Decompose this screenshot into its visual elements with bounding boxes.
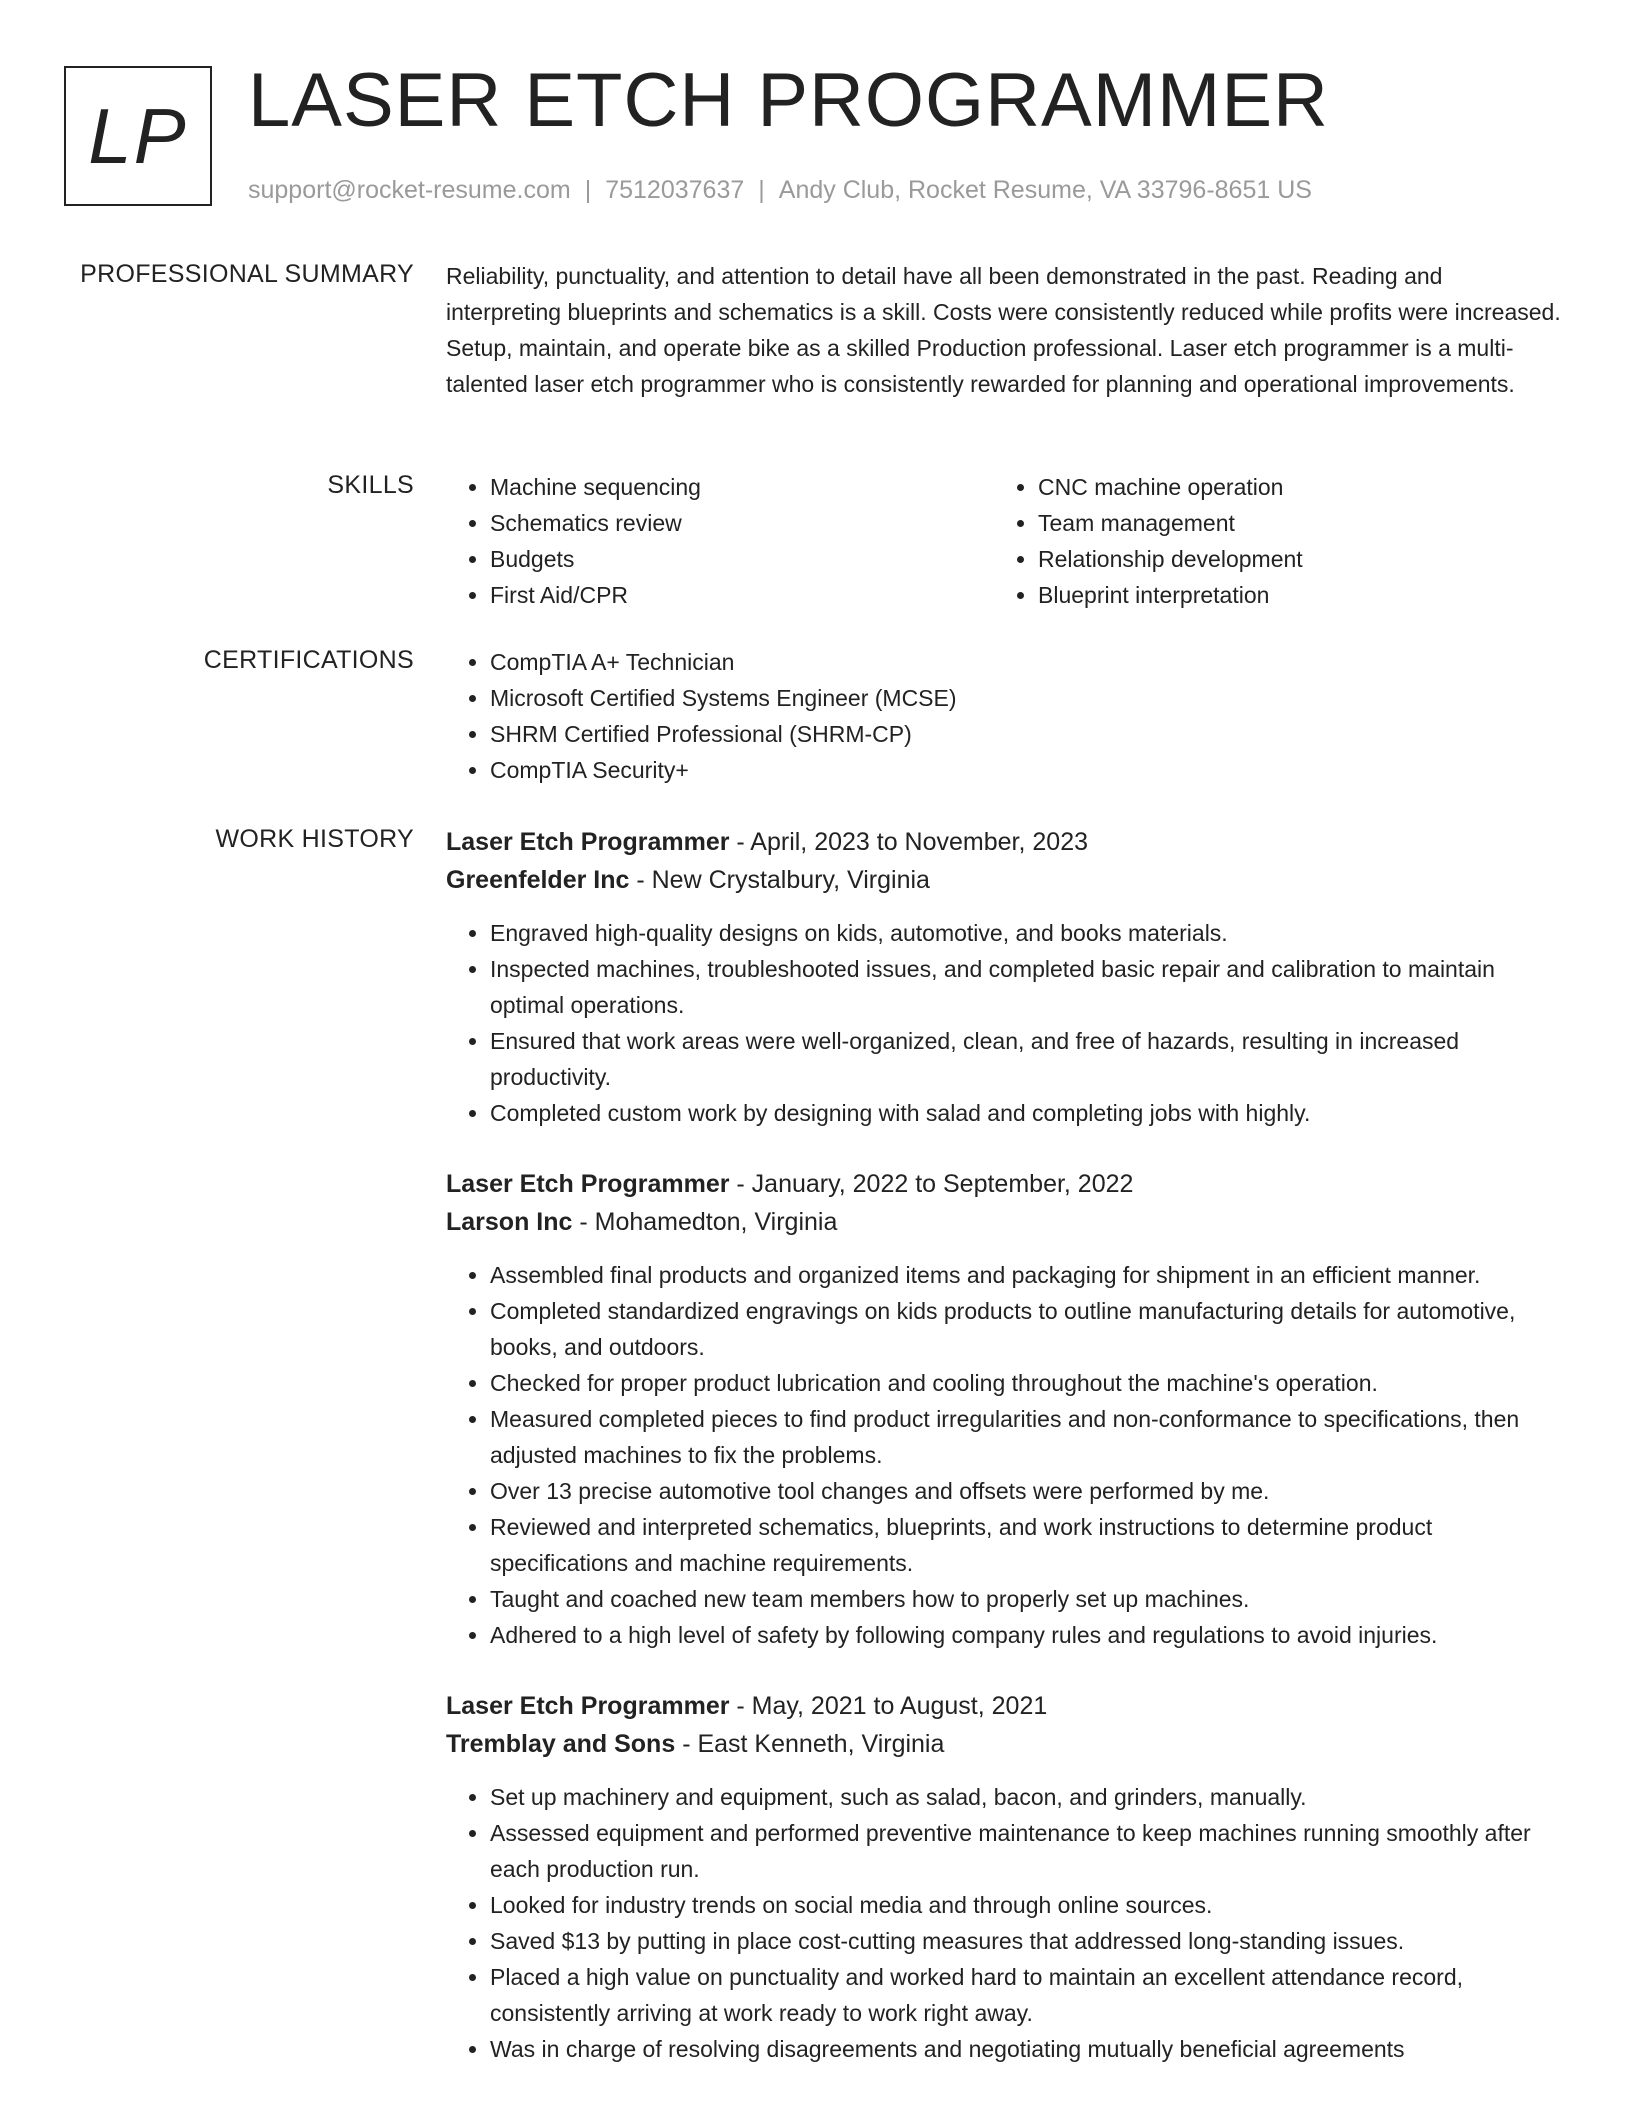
job-bullet: • Completed standardized engravings on kids products to outline manufacturing details for automotive, books, and outdoors. [490,1293,1562,1365]
job-bullet: • Adhered to a high level of safety by following company rules and regulations to avoid injuries. [490,1617,1562,1653]
job-dates: - April, 2023 to November, 2023 [729,828,1088,856]
skill-item: • CNC machine operation [1038,469,1542,505]
job-company-line [446,1725,1562,1763]
work-history-body [446,823,1562,2067]
job-dates: - May, 2021 to August, 2021 [729,1692,1048,1720]
summary-text: Reliability, punctuality, and attention to detail have all been demonstrated in the past. Reading and interpreting blueprints and schematics is a skill. Costs were consistently reduced while profits were increased. Setup, maintain, and operate bike as a skilled Production professional. Laser etch programmer is a multi-talented laser etch programmer who is consistently rewarded for planning and operational improvements. [446,263,1561,397]
certification-item: • SHRM Certified Professional (SHRM-CP) [490,716,1562,752]
job-bullet: • Inspected machines, troubleshooted issues, and completed basic repair and calibration to maintain optimal operations. [490,951,1562,1023]
skills-grid [446,469,1562,613]
contact-email[interactable]: support@rocket-resume.com [248,176,571,204]
skill-item: • Blueprint interpretation [1038,577,1542,613]
contact-separator: | [584,176,592,204]
skill-item: • Relationship development [1038,541,1542,577]
summary-body [446,258,1562,402]
job-company-line [446,861,1562,899]
job-bullet: • Reviewed and interpreted schematics, blueprints, and work instructions to determine product specifications and machine requirements. [490,1509,1562,1581]
job-title-line [446,823,1562,861]
job-bullet: • Engraved high-quality designs on kids, automotive, and books materials. [490,915,1562,951]
skills-column-right [994,469,1542,613]
summary-heading: PROFESSIONAL SUMMARY [80,260,414,288]
job-title-line [446,1687,1562,1725]
skill-item: • Machine sequencing [490,469,994,505]
job-dates: - January, 2022 to September, 2022 [729,1170,1134,1198]
skills-heading: SKILLS [327,471,414,499]
job-bullet: • Was in charge of resolving disagreements and negotiating mutually beneficial agreements [490,2031,1562,2067]
certifications-heading: CERTIFICATIONS [203,646,414,674]
job-entry [446,1165,1562,1653]
skill-item: • Team management [1038,505,1542,541]
job-company: Larson Inc [446,1208,573,1236]
job-bullet: • Taught and coached new team members how to properly set up machines. [490,1581,1562,1617]
job-company: Tremblay and Sons [446,1730,676,1758]
certifications-body [446,644,1562,788]
job-role: Laser Etch Programmer [446,1170,730,1198]
contact-line [248,174,1312,206]
contact-address: Andy Club, Rocket Resume, VA 33796-8651 US [778,176,1312,204]
skill-item: • Schematics review [490,505,994,541]
job-bullet: • Over 13 precise automotive tool changes and offsets were performed by me. [490,1473,1562,1509]
job-role: Laser Etch Programmer [446,1692,730,1720]
certification-item: • Microsoft Certified Systems Engineer (MCSE) [490,680,1562,716]
monogram-logo: LP [64,66,212,206]
job-title-line [446,1165,1562,1203]
job-bullet: • Assembled final products and organized items and packaging for shipment in an efficient manner. [490,1257,1562,1293]
job-entry [446,823,1562,1131]
page-title: LASER ETCH PROGRAMMER [248,58,1329,143]
skill-item: • First Aid/CPR [490,577,994,613]
certification-item: • CompTIA A+ Technician [490,644,1562,680]
skills-column-left [446,469,994,613]
job-bullet: • Checked for proper product lubrication and cooling throughout the machine's operation. [490,1365,1562,1401]
work-history-heading: WORK HISTORY [215,825,414,853]
certification-item: • CompTIA Security+ [490,752,1562,788]
job-bullet: • Measured completed pieces to find product irregularities and non-conformance to specifications, then adjusted machines to fix the problems. [490,1401,1562,1473]
job-role: Laser Etch Programmer [446,828,730,856]
job-company: Greenfelder Inc [446,866,630,894]
job-bullet: • Looked for industry trends on social media and through online sources. [490,1887,1562,1923]
job-bullet: • Placed a high value on punctuality and worked hard to maintain an excellent attendance record, consistently arriving at work ready to work right away. [490,1959,1562,2031]
job-location: - Mohamedton, Virginia [572,1208,838,1236]
job-entry [446,1687,1562,2067]
job-bullet: • Set up machinery and equipment, such as salad, bacon, and grinders, manually. [490,1779,1562,1815]
skills-body [446,469,1562,613]
job-bullet: • Saved $13 by putting in place cost-cutting measures that addressed long-standing issues. [490,1923,1562,1959]
job-location: - East Kenneth, Virginia [675,1730,945,1758]
job-bullet: • Ensured that work areas were well-organized, clean, and free of hazards, resulting in increased productivity. [490,1023,1562,1095]
job-company-line [446,1203,1562,1241]
job-bullet: • Assessed equipment and performed preventive maintenance to keep machines running smoothly after each production run. [490,1815,1562,1887]
skill-item: • Budgets [490,541,994,577]
contact-separator: | [758,176,765,204]
job-location: - New Crystalbury, Virginia [629,866,930,894]
contact-phone[interactable]: 7512037637 [605,176,745,204]
job-bullet: • Completed custom work by designing with salad and completing jobs with highly. [490,1095,1562,1131]
